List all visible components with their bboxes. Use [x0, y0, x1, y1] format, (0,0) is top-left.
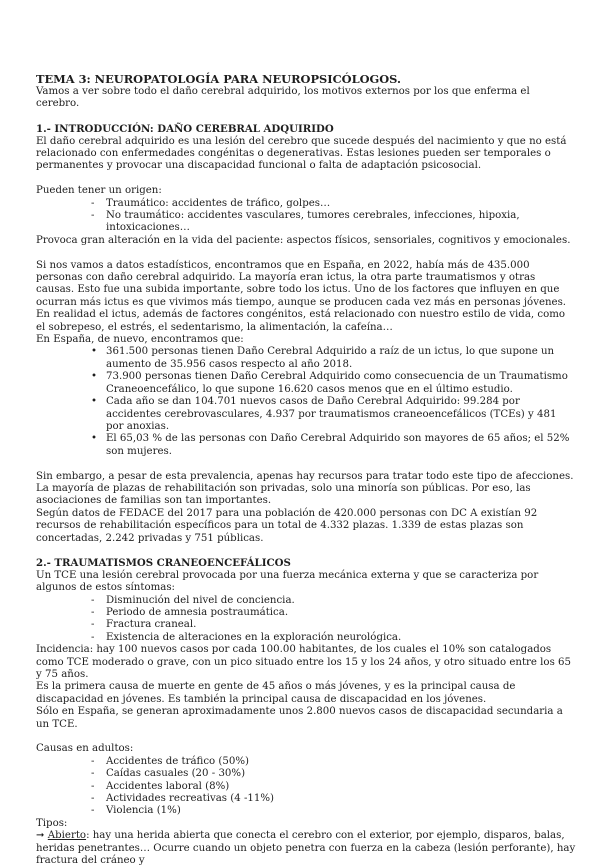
spacer: [36, 731, 576, 743]
spacer: [36, 111, 576, 123]
s1-paragraph-statistics: Si nos vamos a datos estadísticos, encontramos que en España, en 2022, había más de 435.000 personas con daño cerebral adquirido. La mayoría eran ictus, la otra parte traumatismos y otras causas. Esto fue una subida importante, sobre todo los ictus. Uno de los factores que influyen en que ocurran más ictus es que vivimos más tiempo, aunque se producen cada vez más en personas jóvenes. En realidad el ictus, además de factores congénitos, está relacionado con nuestro estilo de vida, como el sobrepeso, el estrés, el sedentarismo, la alimentación, la cafeína…: [36, 259, 567, 333]
spacer: [36, 173, 576, 185]
type-open-label: Abierto: [47, 830, 87, 842]
list-item: - Caídas casuales (20 - 30%): [36, 768, 576, 780]
spacer: [36, 458, 576, 470]
s2-types-intro: Tipos:: [36, 817, 68, 829]
s1-paragraph-definition: El daño cerebral adquirido es una lesión del cerebro que sucede después del nacimiento y que no está relacionado con enfermedades congénitas o degenerativas. Estas lesiones pueden ser temporales o permanentes y provocar una discapacidad funcional o falta de adaptación psicosocial.: [36, 135, 567, 172]
list-item: - Periodo de amnesia postraumática.: [36, 607, 576, 619]
s2-paragraph-incidence: Incidencia: hay 100 nuevos casos por cada 100.00 habitantes, de los cuales el 10% son catalogados como TCE moderado o grave, con un pico situado entre los 15 y los 24 años, y otro situado entre los 65 y 75 años.: [36, 644, 571, 681]
spain-stats-list: [36, 346, 576, 458]
document-page: [36, 73, 576, 868]
causes-list: [36, 756, 576, 818]
s1-paragraph-spain: En España, de nuevo, encontramos que:: [36, 334, 244, 346]
list-item: - Violencia (1%): [36, 805, 576, 817]
list-item: - No traumático: accidentes vasculares, tumores cerebrales, infecciones, hipoxia, intoxicaciones…: [36, 210, 576, 235]
s1-paragraph-resources: Sin embargo, a pesar de esta prevalencia, apenas hay recursos para tratar todo este tipo de afecciones. La mayoría de plazas de rehabilitación son privadas, solo una minoría son públicas. Por eso, las asociaciones de familias son tan importantes.: [36, 470, 574, 507]
origin-list: [36, 198, 576, 235]
symptoms-list: [36, 595, 576, 645]
list-item: - Existencia de alteraciones en la exploración neurológica.: [36, 632, 576, 644]
list-item: • El 65,03 % de las personas con Daño Cerebral Adquirido son mayores de 65 años; el 52% son mujeres.: [36, 433, 576, 458]
list-item: - Actividades recreativas (4 -11%): [36, 793, 576, 805]
type-open-text: : hay una herida abierta que conecta el cerebro con el exterior, por ejemplo, disparos, balas, heridas penetrantes… Ocurre cuando un objeto penetra con fuerza en la cabeza (lesión perforante), hay fractura del cráneo y: [36, 830, 576, 867]
s2-paragraph-spain: Sólo en España, se generan aproximadamente unos 2.800 nuevos casos de discapacidad secundaria a un TCE.: [36, 706, 563, 730]
spacer: [36, 545, 576, 557]
intro-paragraph: Vamos a ver sobre todo el daño cerebral adquirido, los motivos externos por los que enferma el cerebro.: [36, 86, 530, 110]
s1-origin-intro: Pueden tener un origen:: [36, 185, 162, 197]
list-item: • Cada año se dan 104.701 nuevos casos de Daño Cerebral Adquirido: 99.284 por accidentes cerebrovasculares, 4.937 por traumatismos craneoencefálicos (TCEs) y 481 por anoxias.: [36, 396, 576, 433]
document-title: TEMA 3: NEUROPATOLOGÍA PARA NEUROPSICÓLOGOS.: [36, 72, 401, 86]
list-item: - Disminución del nivel de conciencia.: [36, 595, 576, 607]
s1-paragraph-fedace: Según datos de FEDACE del 2017 para una población de 420.000 personas con DC A existían 92 recursos de rehabilitación específicos para un total de 4.332 plazas. 1.339 de estas plazas son concertadas, 2.242 privadas y 751 públicas.: [36, 507, 538, 544]
s2-paragraph-mortality: Es la primera causa de muerte en gente de 45 años o más jóvenes, y es la principal causa de discapacidad en jóvenes. Es también la principal causa de discapacidad en los jóvenes.: [36, 681, 516, 705]
list-item: - Accidentes laboral (8%): [36, 781, 576, 793]
s1-paragraph-impact: Provoca gran alteración en la vida del paciente: aspectos físicos, sensoriales, cognitivos y emocionales.: [36, 234, 571, 246]
list-item: • 73.900 personas tienen Daño Cerebral Adquirido como consecuencia de un Traumatismo Craneoencefálico, lo que supone 16.620 casos menos que en el último estudio.: [36, 371, 576, 396]
section-2-heading: 2.- TRAUMATISMOS CRANEOENCEFÁLICOS: [36, 557, 291, 570]
list-item: - Fractura craneal.: [36, 619, 576, 631]
spacer: [36, 247, 576, 259]
arrow-right-icon: ➞: [36, 830, 45, 842]
s2-paragraph-definition: Un TCE una lesión cerebral provocada por una fuerza mecánica externa y que se caracteriza por algunos de estos síntomas:: [36, 569, 539, 594]
s2-causes-intro: Causas en adultos:: [36, 743, 134, 755]
type-open-paragraph: [36, 830, 576, 867]
list-item: - Traumático: accidentes de tráfico, golpes…: [36, 198, 576, 210]
list-item: • 361.500 personas tienen Daño Cerebral Adquirido a raíz de un ictus, lo que supone un aumento de 35.956 casos respecto al año 2018.: [36, 346, 576, 371]
section-1-heading: 1.- INTRODUCCIÓN: DAÑO CEREBRAL ADQUIRIDO: [36, 123, 334, 136]
list-item: - Accidentes de tráfico (50%): [36, 756, 576, 768]
